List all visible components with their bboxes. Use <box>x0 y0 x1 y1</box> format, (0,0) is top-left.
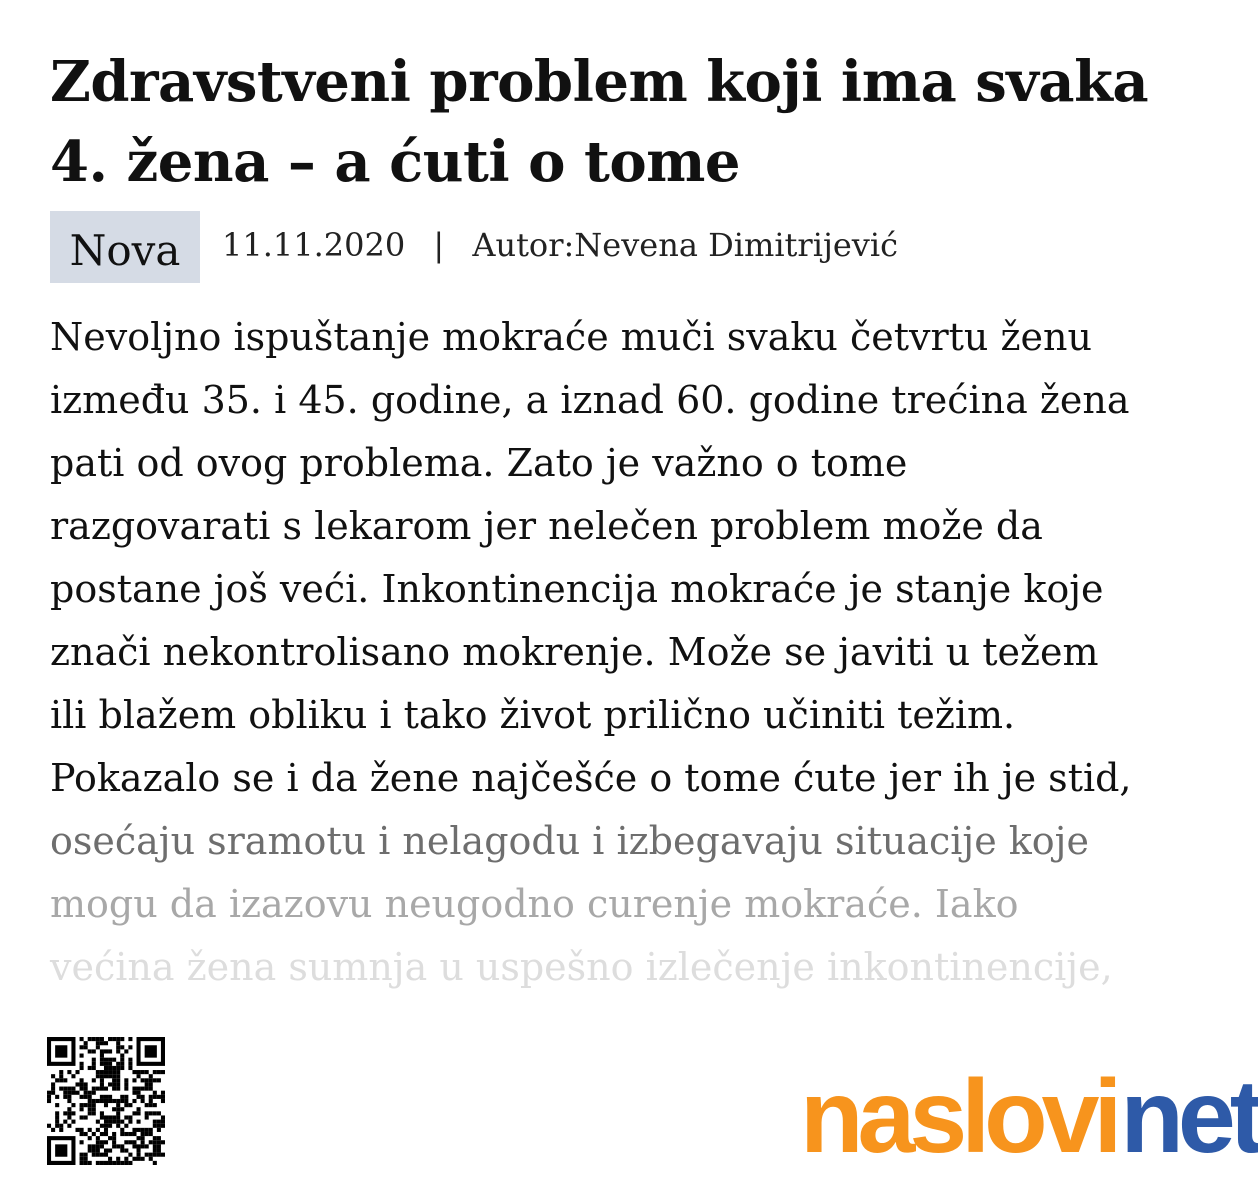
article-body <box>50 306 1180 999</box>
body-line: pati od ovog problema. Zato je važno o tome <box>50 441 908 485</box>
body-line: mogu da izazovu neugodno curenje mokraće. Iako <box>50 882 1019 926</box>
naslovi-net-logo[interactable] <box>800 1059 1258 1175</box>
body-line: većina žena sumnja u uspešno izlečenje inkontinencije, <box>50 945 1113 989</box>
meta-separator: | <box>433 226 445 264</box>
article-title: Zdravstveni problem koji ima svaka 4. žena – a ćuti o tome <box>50 49 1149 195</box>
article-meta <box>50 211 1160 283</box>
body-line: Pokazalo se i da žene najčešće o tome ćute jer ih je stid, <box>50 756 1132 800</box>
qr-code-icon[interactable] <box>47 1037 165 1165</box>
logo-naslovi: naslovi <box>800 1059 1117 1175</box>
body-line: ili blažem obliku i tako život prilično učiniti težim. <box>50 693 1016 737</box>
body-line: razgovarati s lekarom jer nelečen problem može da <box>50 504 1043 548</box>
meta-line <box>222 225 898 265</box>
body-line: postane još veći. Inkontinencija mokraće je stanje koje <box>50 567 1104 611</box>
body-line: Nevoljno ispuštanje mokraće muči svaku četvrtu ženu <box>50 315 1092 359</box>
source-badge[interactable]: Nova <box>50 211 200 283</box>
author-name: Autor:Nevena Dimitrijević <box>472 226 899 264</box>
logo-net: net <box>1120 1059 1258 1175</box>
body-line: osećaju sramotu i nelagodu i izbegavaju situacije koje <box>50 819 1089 863</box>
body-line: između 35. i 45. godine, a iznad 60. godine trećina žena <box>50 378 1130 422</box>
body-line: znači nekontrolisano mokrenje. Može se javiti u težem <box>50 630 1099 674</box>
publish-date: 11.11.2020 <box>222 226 406 264</box>
